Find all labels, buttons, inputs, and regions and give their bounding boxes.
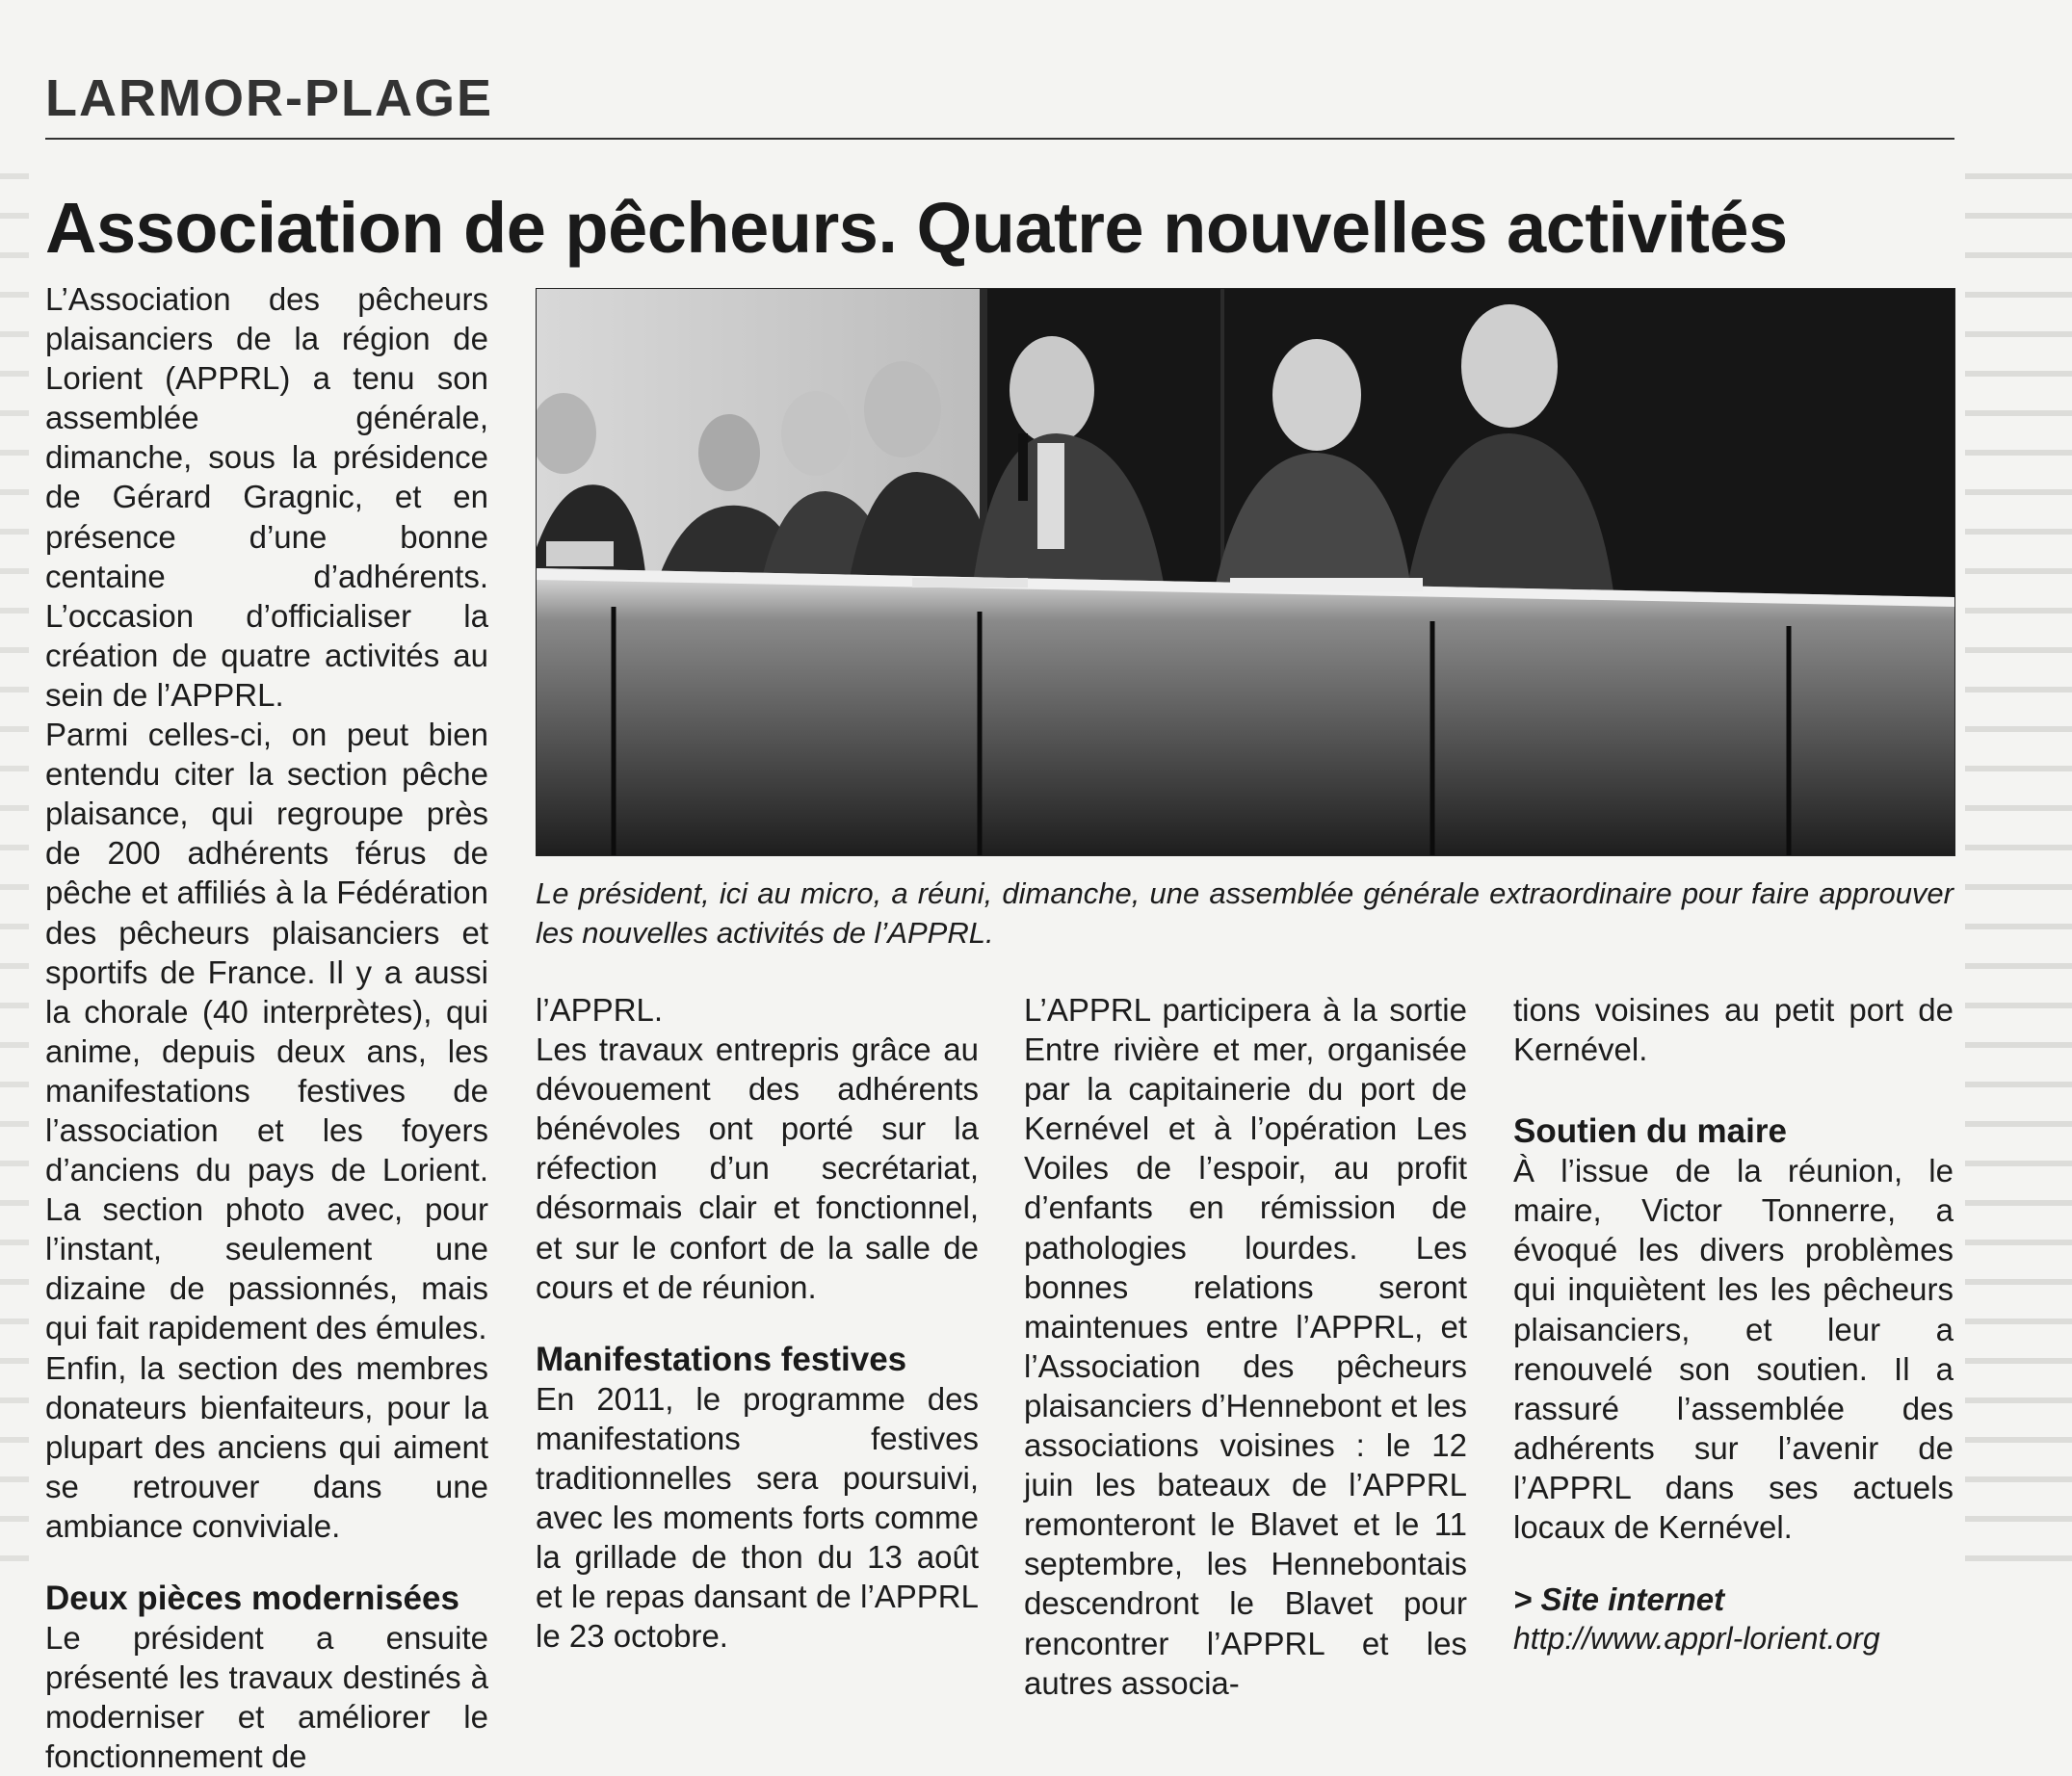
photo-caption: Le président, ici au micro, a réuni, dimanche, une assemblée générale extraordinaire pour faire approuver les nouvelles activités de l’APPRL.: [536, 876, 1954, 950]
col1-subheading: Deux pièces modernisées: [45, 1580, 459, 1617]
col1-paragraph-2: Parmi celles-ci, on peut bien entendu citer la section pêche plaisance, qui regroupe près de 200 adhérents férus de pêche et affiliés à la Fédération des pêcheurs plaisanciers et sportifs de France. Il y a aussi la chorale (40 interprètes), qui anime, depuis deux ans, les manifestations festives de l’association et les foyers d’anciens du pays de Lorient. La section photo avec, pour l’instant, seulement une dizaine de passionnés, mais qui fait rapidement des émules.: [45, 717, 488, 1346]
section-divider: [45, 138, 1954, 140]
col2-paragraph-3: En 2011, le programme des manifestations festives traditionnelles sera poursuivi, avec les moments forts comme la grillade de thon du 13 août et le repas dansant de l’APPRL le 23 octobre.: [536, 1380, 979, 1655]
col1-paragraph-1: L’Association des pêcheurs plaisanciers de la région de Lorient (APPRL) a tenu son assemblée générale, dimanche, sous la présidence de Gérard Gragnic, et en présence d’une bonne centaine d’adhérents. L’occasion d’officialiser la création de quatre activités au sein de l’APPRL.: [45, 281, 488, 713]
article-column-1: [45, 279, 488, 1776]
article-column-4: [1513, 990, 1954, 1658]
col4-paragraph-2: À l’issue de la réunion, le maire, Victor Tonnerre, a évoqué les divers problèmes qui inquiètent les les pêcheurs plaisanciers, et leur a renouvelé son soutien. Il a rassuré l’assemblée des adhérents sur l’avenir de l’APPRL dans ses actuels locaux de Kernével.: [1513, 1153, 1954, 1546]
col1-paragraph-4: Le président a ensuite présenté les travaux destinés à moderniser et améliorer le fonctionnement de: [45, 1620, 488, 1775]
bleed-through-right: [1965, 144, 2072, 1589]
col4-paragraph-1: tions voisines au petit port de Kernével.: [1513, 992, 1954, 1068]
article-column-2: [536, 990, 979, 1656]
article-headline: Association de pêcheurs. Quatre nouvelles activités: [45, 188, 1788, 268]
site-url-link[interactable]: http://www.apprl-lorient.org: [1513, 1621, 1880, 1657]
section-name: LARMOR-PLAGE: [45, 69, 493, 127]
article-column-3: [1024, 990, 1467, 1703]
meeting-photo: [536, 288, 1955, 856]
col2-paragraph-1: l’APPRL.: [536, 992, 664, 1028]
col2-paragraph-2: Les travaux entrepris grâce au dévouement des adhérents bénévoles ont porté sur la réfection d’un secrétariat, désormais clair et fonctionnel, et sur le confort de la salle de cours et de réunion.: [536, 1032, 979, 1305]
col2-subheading: Manifestations festives: [536, 1340, 907, 1378]
bleed-through-left: [0, 144, 29, 1589]
col3-paragraph-1: L’APPRL participera à la sortie Entre rivière et mer, organisée par la capitainerie du port de Kernével et à l’opération Les Voiles de l’espoir, au profit d’enfants en rémission de pathologies lourdes. Les bonnes relations seront maintenues entre l’APPRL, et l’Association des pêcheurs plaisanciers d’Hennebont et les associations voisines : le 12 juin les bateaux de l’APPRL remonteront le Blavet et le 11 septembre, les Hennebontais descendront le Blavet pour rencontrer l’APPRL et les autres associa-: [1024, 992, 1467, 1701]
site-internet-label: > Site internet: [1513, 1581, 1725, 1618]
col1-paragraph-3: Enfin, la section des membres donateurs bienfaiteurs, pour la plupart des anciens qui aiment se retrouver dans une ambiance conviviale.: [45, 1349, 488, 1544]
meeting-photo-illustration: [537, 289, 1954, 855]
col4-subheading: Soutien du maire: [1513, 1112, 1787, 1151]
